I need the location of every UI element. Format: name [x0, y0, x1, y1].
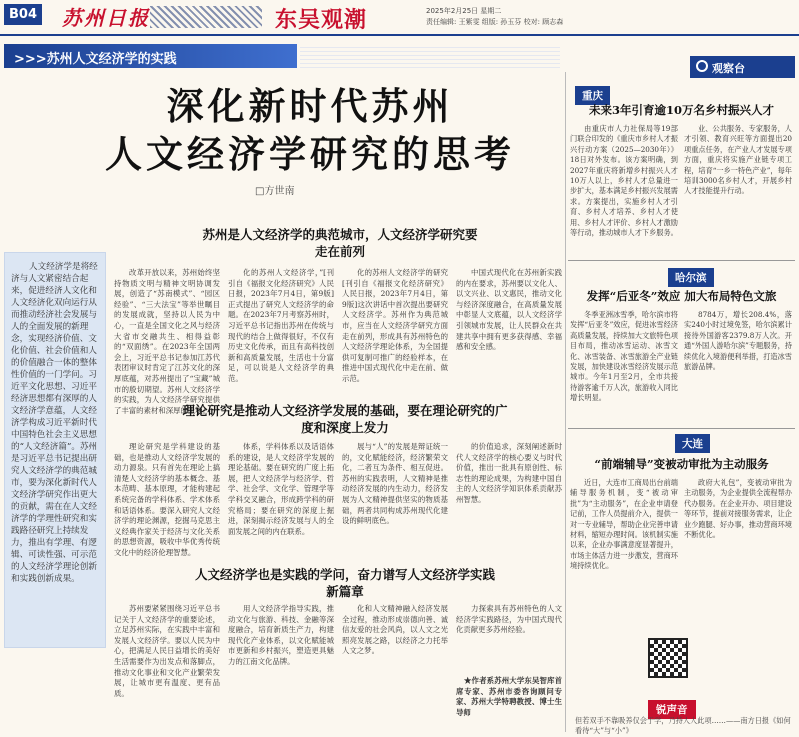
page-number: B04: [4, 4, 42, 25]
body-s3-col2: 用人文经济学指导实践，推动文化与旅游、科技、金融等深度融合，培育新质生产力，构建现代化产业体系，以文化赋能城市更新和乡村振兴，塑造更具魅力的江南文化品牌。: [228, 604, 334, 666]
body-s1-col3: 化的苏州人文经济学的研究[刊引自《福报文化经济研究》人民日报，2023年7月4日，第9版]这次讲话中首次提出要研究人文经济学。苏州作为典范城市，应当在人文经济学研究方面走在前列，形成具有苏州特色的人文经济学理论体系，为全国提供可复制可推广的经验样本，在推进中国式现代化中走在前、做示范。: [342, 268, 448, 383]
newspaper-logo: 苏州日报: [62, 6, 150, 30]
text-chongqing-col1: 由重庆市人力社保局等19部门联合印发的《重庆市乡村人才振兴行动方案（2025—2030年）》18日对外发布。该方案明确，到2027年重庆将新增乡村振兴人才10万人以上，乡村人才总量进一步扩大，基本满足乡村振兴发展需求。方案提出，实施乡村人才引育、乡村人才培养、乡村人才使用、乡村人才评价、乡村人才激励等行动，推动城市人才下乡服务。: [570, 124, 678, 238]
headline-harbin: 发挥“后亚冬”效应 加大布局特色文旅: [586, 289, 777, 303]
body-s1-col4: 中国式现代化在苏州新实践的内在要求，苏州要以文化人、以文兴业、以文惠民，推动文化与经济深度融合，在高质量发展中彰显人文底蕴，以人文经济学引领城市发展，让人民群众在共建共享中拥有更多获得感、幸福感和安全感。: [456, 268, 562, 352]
body-s2-col3: 展与“人”的发展是辩证统一的，文化赋能经济，经济繁荣文化，二者互为条件、相互促进。苏州的实践表明，人文精神是推动经济发展的内生动力，经济发展为人文精神提供坚实的物质基础，两者共同构成苏州现代化建设的鲜明底色。: [342, 442, 448, 526]
article-summary-box: 人文经济学是将经济与人文紧密结合起来，促进经济人文化和人文经济化双向运行从而推动经济社会发展与人的全面发展的新理念，实现经济价值、文化价值、社会价值和人的价值融合一体的整体性价值的一门学问。习近平文化思想、习近平经济思想都有深厚的人文经济学意蕴，人文经济学构成习近平新时代中国特色社会主义思想的“人文经济篇”。苏州是习近平总书记提出研究人文经济学的典范城市，要为深化新时代人文经济学研究作出更大的贡献，需在在人文经济学的学理性研究和实践路径研究上持续发力，推出有学理、有逻辑、可读性强、可示范的人文经济学理论创新和实践创新成果。: [4, 252, 106, 648]
article-headline: [40, 82, 580, 178]
body-s1-col1: 改革开放以来，苏州始终坚持物质文明与精神文明协调发展，创造了“苏南模式”、“园区经验”、“三大法宝”等举世瞩目的发展成就，坚持以人民为中心，一直是全国文化之风与经济大省市交融共生、相得益彰的“双面绣”。在2023年全国两会上，习近平总书记参加江苏代表团审议时肯定了江苏文化的深厚底蕴，对苏州提出了“宝藏”城市的殷切期望。苏州人文经济学的实践，为人文经济学研究提供了丰富的素材和深厚的土壤。: [114, 268, 220, 415]
headline-dalian: “前端辅导”变被动审批为主动服务: [594, 457, 769, 471]
article-author: □方世南: [255, 186, 295, 197]
column-divider: [565, 72, 566, 732]
body-s2-col2: 体系，学科体系以及话语体系的建设，是人文经济学发展的理论基础。要在研究的广度上拓展，把人文经济学与经济学、哲学、社会学、文化学、管理学等学科交叉融合，形成跨学科的研究格局；要在研究的深度上掘进，深刻揭示经济发展与人的全面发展之间的内在联系。: [228, 442, 334, 536]
rule-2: [568, 428, 795, 429]
masthead: [0, 0, 799, 40]
text-chongqing-col2: 业、公共服务、专家服务，人才引领、教育兴旺等方面提出20项重点任务，在产业人才发展专项方面，重庆将实施产业链专项工程，培育“一乡一特色产业”，每年培训3000名乡村人才，开展乡村人才技能提升行动。: [684, 124, 792, 196]
eye-icon: [696, 60, 708, 72]
text-harbin-col1: 冬季亚洲冰雪季，哈尔滨市将发挥“后亚冬”效应，促进冰雪经济高质量发展，持续加大文旅特色项目布局，推动冰雪运动、冰雪文化、冰雪装备、冰雪旅游全产业链发展，加快建设冰雪经济发展示范城市。今年1月至2月，全市共接待游客逾千万人次，旅游收入同比增长明显。: [570, 310, 678, 403]
editors-line: 责任编辑: 王紫雯 组版: 孙玉芬 校对: 顾志森: [426, 18, 564, 26]
body-s3-col3: 化和人文精神融入经济发展全过程，推动形成崇德向善、诚信友爱的社会风尚，以人文之光照亮发展之路，以经济之力托举人文之梦。: [342, 604, 448, 656]
rule-1: [568, 260, 795, 261]
author-note: ★作者系苏州大学东吴智库首席专家、苏州市委咨询顾问专家、苏州大学特聘教授、博士生导师: [456, 676, 562, 717]
text-harbin-col2: 8784万，增长208.4%，落实240小时过境免签，哈尔滨累计接待外国游客2379.8万人次。开通“外国人游哈尔滨”专题服务，持续优化入境游便利举措，打造冰雪旅游品牌。: [684, 310, 792, 372]
text-dalian-col2: 政府大礼包”，变被动审批为主动服务，为企业提供全流程帮办代办服务。在企业开办、项目建设等环节，提前对接服务需求，让企业少跑腿、好办事，推动营商环境不断优化。: [684, 478, 792, 540]
column-banner: >>>苏州人文经济学的实践: [4, 44, 297, 68]
body-s2-col4: 的价值追求，深刻阐述新时代人文经济学的核心要义与时代价值，推出一批具有原创性、标志性的理论成果，为构建中国自主的人文经济学知识体系贡献苏州智慧。: [456, 442, 562, 504]
section-title: 东吴观潮: [275, 8, 368, 33]
city-tag-harbin: 哈尔滨: [668, 268, 714, 287]
headline-chongqing: 未来3年引育逾10万名乡村振兴人才: [588, 103, 774, 117]
date-line: 2025年2月25日 星期二: [426, 7, 502, 15]
subhead-1: 苏州是人文经济学的典范城市，人文经济学研究要走在前列: [202, 227, 478, 259]
observation-tag: 观察台: [690, 56, 795, 78]
city-tag-chongqing: 重庆: [575, 86, 610, 105]
masthead-rule: [0, 34, 799, 36]
body-s2-col1: 理论研究是学科建设的基础，也是推动人文经济学发展的动力源泉。只有首先在理论上搞清楚人文经济学的基本概念、基本范畴、基本原理，才能构建起系统完备的学科体系、学术体系和话语体系。要深入研究人文经济学的理论渊源，挖掘马克思主义经典作家关于经济与文化关系的思想资源，吸收中华优秀传统文化中的经济伦理智慧。: [114, 442, 220, 557]
banner-decoration: [300, 44, 560, 68]
body-s3-col4: 力探索具有苏州特色的人文经济学实践路径，为中国式现代化贡献更多苏州经验。: [456, 604, 562, 635]
subhead-3: 人文经济学也是实践的学问，奋力谱写人文经济学实践新篇章: [195, 567, 496, 599]
subhead-2: 理论研究是推动人文经济学发展的基础，要在理论研究的广度和深度上发力: [182, 403, 508, 435]
text-dalian-col1: 近日，大连市工商局出台前端辅导服务机制，变“被动审批”为“主动服务”，在企业申请登记前，工作人员提前介入，提供一对一专业辅导，帮助企业完善申请材料，缩短办理时间。该机制实施以来，企业办事满意度显著提升，市场主体活力进一步激发，营商环境持续优化。: [570, 478, 678, 571]
quote-footer: 但若双手不靠吸养仅会于学，乃持人人此项……——南方日报《如何看待“大”与“小”》: [575, 716, 791, 735]
body-s1-col2: 化的苏州人文经济学，”[刊引自《福报文化经济研究》人民日报，2023年7月4日，第9版]正式提出了研究人文经济学的命题。在2023年7月考察苏州时，习近平总书记指出苏州在传统与现代的结合上做得很好，不仅有历史文化传承，而且有高科技创新和高质量发展，生活也十分富足，可以说是人文经济学的典范。: [228, 268, 334, 383]
headline-line-2: 人文经济学研究的思考: [105, 132, 515, 176]
headline-line-1: 深化新时代苏州: [166, 84, 454, 128]
decorative-band: [150, 6, 262, 28]
qr-code-icon: [648, 638, 688, 678]
city-tag-dalian: 大连: [675, 434, 710, 453]
body-s3-col1: 苏州要紧紧围绕习近平总书记关于人文经济学的重要论述，立足苏州实际，在实践中丰富和发展人文经济学。要以人民为中心，把满足人民日益增长的美好生活需要作为出发点和落脚点，推动文化事业和文化产业繁荣发展，让城市更有温度、更有品质。: [114, 604, 220, 698]
sharp-voice-tag: 锐声音: [648, 700, 696, 719]
